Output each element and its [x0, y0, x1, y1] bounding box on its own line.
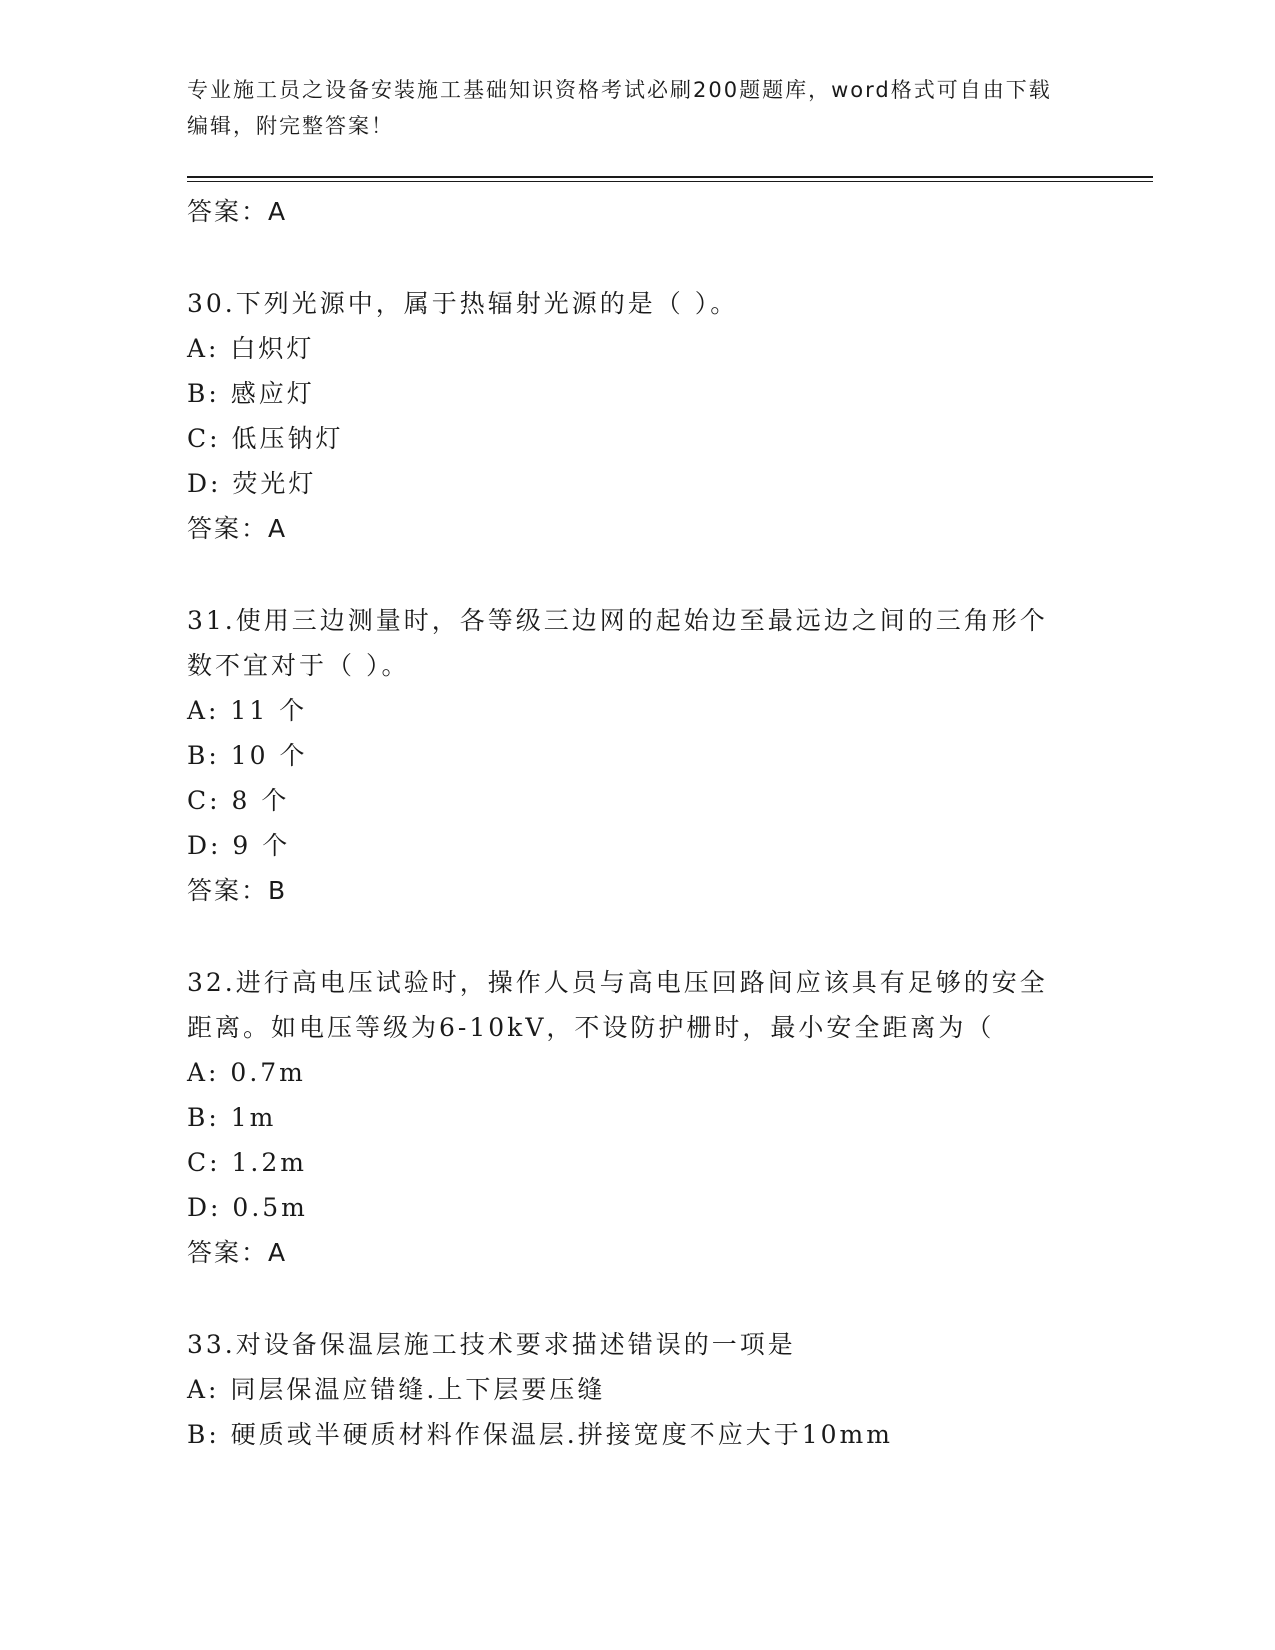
header-divider-thin [187, 181, 1153, 182]
question-line: B: 10 个 [187, 741, 308, 770]
spacer [187, 234, 1087, 281]
question-line: 距离。如电压等级为6-10kV，不设防护栅时，最小安全距离为（ [187, 1013, 995, 1042]
question-line: C: 8 个 [187, 786, 290, 815]
question-line: 30.下列光源中，属于热辐射光源的是（ ）。 [187, 289, 739, 318]
question-line: B: 1m [187, 1103, 277, 1132]
question-line: A: 11 个 [187, 696, 308, 725]
question-line: C: 低压钠灯 [187, 424, 344, 453]
question-list [187, 189, 1087, 1457]
question-line: A: 白炽灯 [187, 334, 315, 363]
question-line: B: 感应灯 [187, 379, 315, 408]
answer-line: 答案：A [187, 197, 288, 226]
question-line: 32.进行高电压试验时，操作人员与高电压回路间应该具有足够的安全 [187, 968, 1048, 997]
spacer [187, 551, 1087, 598]
document-header: 专业施工员之设备安装施工基础知识资格考试必刷200题题库，word格式可自由下载编辑，附完整答案！ [187, 78, 1052, 138]
answer-line: 答案：A [187, 514, 288, 543]
question-line: B: 硬质或半硬质材料作保温层.拼接宽度不应大于10mm [187, 1420, 893, 1449]
question-line: D: 9 个 [187, 831, 291, 860]
question-line: D: 荧光灯 [187, 469, 317, 498]
spacer [187, 1275, 1087, 1322]
question-line: 31.使用三边测量时，各等级三边网的起始边至最远边之间的三角形个 [187, 606, 1048, 635]
header-divider-thick [187, 176, 1153, 178]
answer-line: 答案：A [187, 1238, 288, 1267]
answer-line: 答案：B [187, 876, 288, 905]
spacer [187, 913, 1087, 960]
question-line: D: 0.5m [187, 1193, 308, 1222]
question-line: 数不宜对于（ ）。 [187, 651, 410, 680]
question-line: C: 1.2m [187, 1148, 307, 1177]
question-line: A: 同层保温应错缝.上下层要压缝 [187, 1375, 606, 1404]
question-line: A: 0.7m [187, 1058, 306, 1087]
question-line: 33.对设备保温层施工技术要求描述错误的一项是 [187, 1330, 796, 1359]
